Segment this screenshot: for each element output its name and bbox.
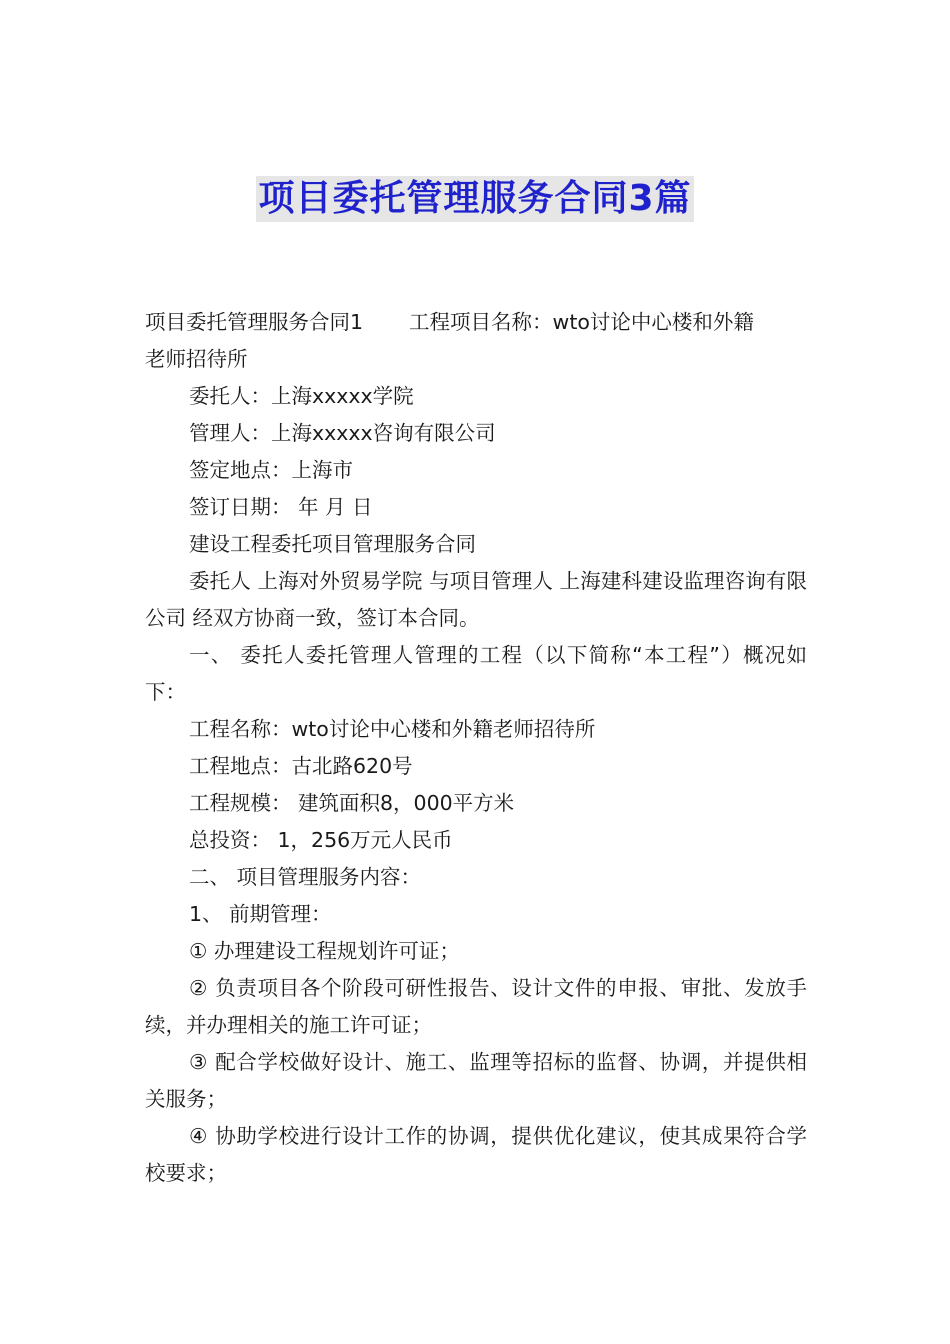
project-name-line <box>145 304 807 341</box>
paragraph-project-name: 工程名称：wto讨论中心楼和外籍老师招待所 <box>189 717 596 741</box>
paragraph-total-investment: 总投资： 1，256万元人民币 <box>189 828 453 852</box>
paragraph-parties: 委托人 上海对外贸易学院 与项目管理人 上海建科建设监理咨询有限公司 经双方协商一致，签订本合同。 <box>145 569 807 630</box>
paragraph-manager: 管理人：上海xxxxx咨询有限公司 <box>189 421 496 445</box>
paragraph-signing-date: 签订日期： 年 月 日 <box>189 495 373 519</box>
paragraph-section-one: 一、 委托人委托管理人管理的工程（以下简称“本工程”）概况如下： <box>145 643 807 704</box>
paragraph-section-two: 二、 项目管理服务内容： <box>189 865 422 889</box>
list-item-4: ④ 协助学校进行设计工作的协调，提供优化建议，使其成果符合学校要求； <box>145 1124 807 1185</box>
list-item-2: ② 负责项目各个阶段可研性报告、设计文件的申报、审批、发放手续，并办理相关的施工许可证； <box>145 976 807 1037</box>
list-item-1: ① 办理建设工程规划许可证； <box>189 939 460 963</box>
title-container <box>0 176 950 222</box>
document-body <box>145 304 807 1192</box>
section-heading: 项目委托管理服务合同1 <box>145 310 364 334</box>
paragraph-contract-name: 建设工程委托项目管理服务合同 <box>189 532 476 556</box>
paragraph-preliminary-management: 1、 前期管理： <box>189 902 332 926</box>
paragraph-client: 委托人：上海xxxxx学院 <box>189 384 414 408</box>
paragraph-project-scale: 工程规模： 建筑面积8，000平方米 <box>189 791 515 815</box>
paragraph-signing-place: 签定地点：上海市 <box>189 458 353 482</box>
project-name-label: 工程项目名称：wto讨论中心楼和外籍 <box>409 310 754 334</box>
document-title: 项目委托管理服务合同3篇 <box>256 176 693 222</box>
project-name-continuation: 老师招待所 <box>145 347 248 371</box>
list-item-3: ③ 配合学校做好设计、施工、监理等招标的监督、协调，并提供相关服务； <box>145 1050 807 1111</box>
paragraph-project-location: 工程地点：古北路620号 <box>189 754 413 778</box>
